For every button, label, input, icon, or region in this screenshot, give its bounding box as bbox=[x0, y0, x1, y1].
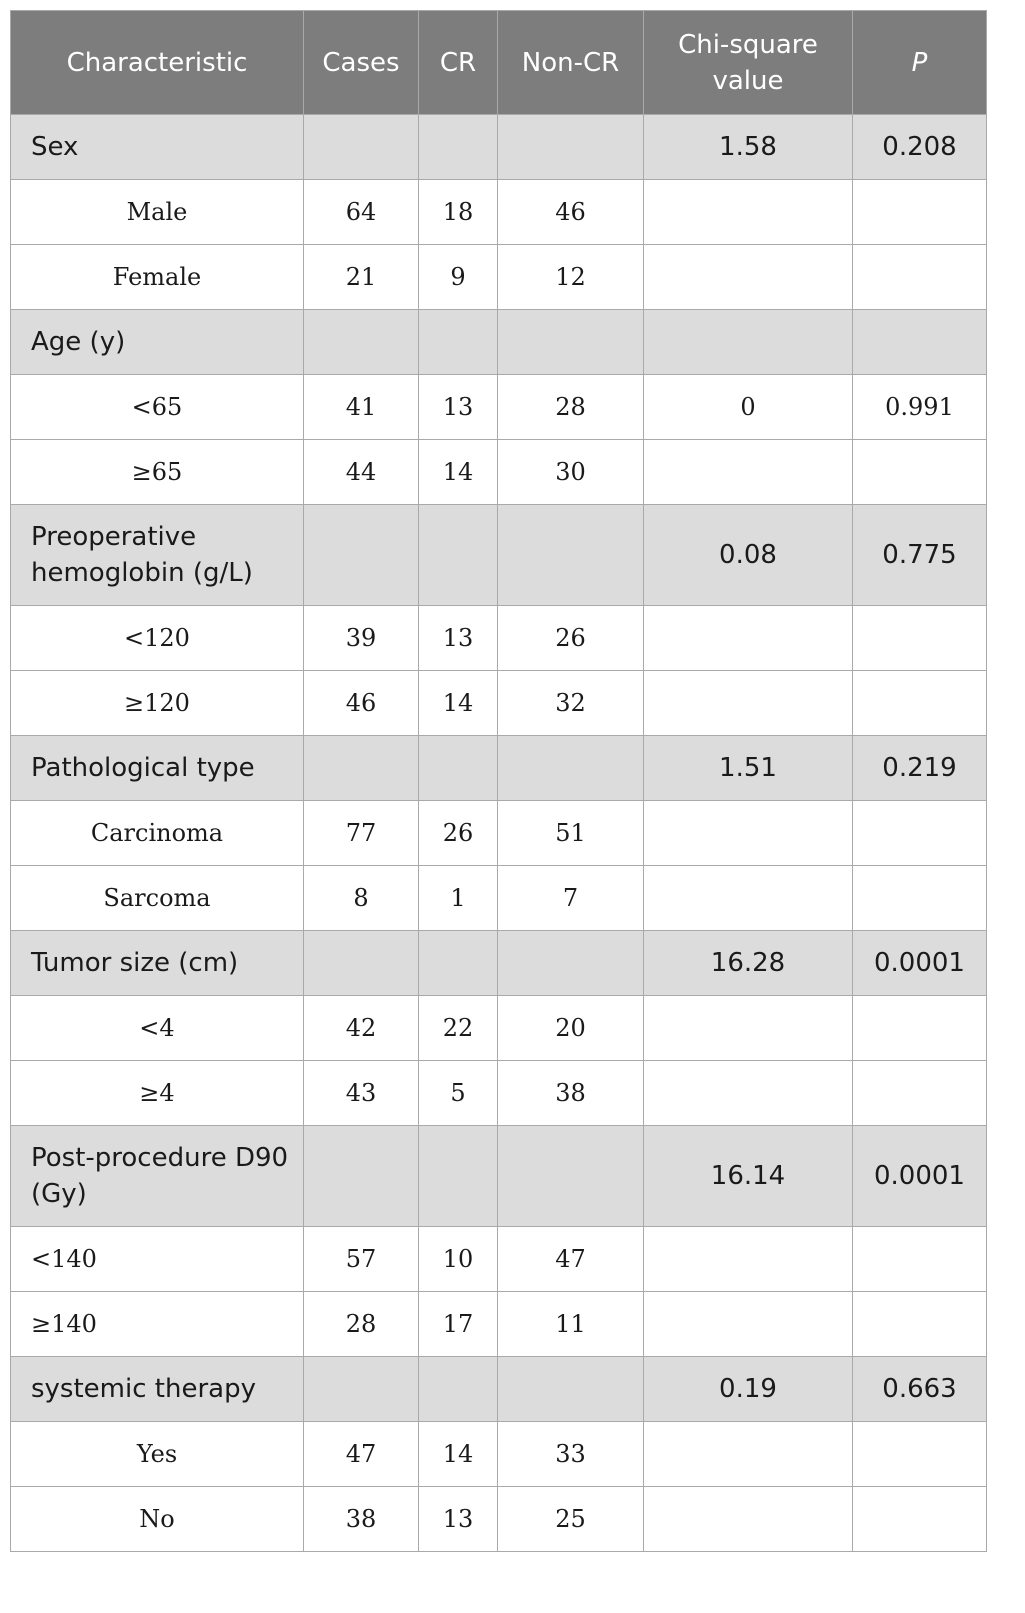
noncr-cell: 47 bbox=[498, 1227, 644, 1292]
row-label: <140 bbox=[11, 1227, 304, 1292]
row-label: ≥120 bbox=[11, 671, 304, 736]
group-row-systemic-therapy bbox=[11, 1357, 987, 1422]
table-row bbox=[11, 180, 987, 245]
cr-cell: 18 bbox=[419, 180, 498, 245]
cr-cell: 17 bbox=[419, 1292, 498, 1357]
chi-value: 0 bbox=[644, 375, 853, 440]
chi-value: 16.14 bbox=[644, 1126, 853, 1227]
cases-cell: 44 bbox=[304, 440, 419, 505]
table-row bbox=[11, 801, 987, 866]
chi-value: 0.08 bbox=[644, 505, 853, 606]
row-label: ≥140 bbox=[11, 1292, 304, 1357]
chi-value: 16.28 bbox=[644, 931, 853, 996]
group-label: Age (y) bbox=[11, 310, 304, 375]
group-label: Tumor size (cm) bbox=[11, 931, 304, 996]
cr-cell: 14 bbox=[419, 440, 498, 505]
noncr-cell: 38 bbox=[498, 1061, 644, 1126]
cases-cell: 77 bbox=[304, 801, 419, 866]
table-row bbox=[11, 1292, 987, 1357]
cr-cell: 10 bbox=[419, 1227, 498, 1292]
table-row bbox=[11, 375, 987, 440]
group-label: systemic therapy bbox=[11, 1357, 304, 1422]
p-value: 0.219 bbox=[853, 736, 987, 801]
cr-cell: 14 bbox=[419, 1422, 498, 1487]
noncr-cell: 51 bbox=[498, 801, 644, 866]
table-row bbox=[11, 1227, 987, 1292]
group-row-sex bbox=[11, 115, 987, 180]
cr-cell: 13 bbox=[419, 606, 498, 671]
noncr-cell: 12 bbox=[498, 245, 644, 310]
table-row bbox=[11, 1061, 987, 1126]
p-value: 0.663 bbox=[853, 1357, 987, 1422]
p-value: 0.0001 bbox=[853, 1126, 987, 1227]
cases-cell: 42 bbox=[304, 996, 419, 1061]
noncr-cell: 46 bbox=[498, 180, 644, 245]
header-cases: Cases bbox=[304, 11, 419, 115]
group-row-age bbox=[11, 310, 987, 375]
p-value: 0.991 bbox=[853, 375, 987, 440]
cases-cell: 47 bbox=[304, 1422, 419, 1487]
noncr-cell: 26 bbox=[498, 606, 644, 671]
row-label: Yes bbox=[11, 1422, 304, 1487]
cases-cell: 43 bbox=[304, 1061, 419, 1126]
cases-cell: 28 bbox=[304, 1292, 419, 1357]
p-value: 0.208 bbox=[853, 115, 987, 180]
row-label: Carcinoma bbox=[11, 801, 304, 866]
noncr-cell: 11 bbox=[498, 1292, 644, 1357]
cr-cell: 1 bbox=[419, 866, 498, 931]
header-p: P bbox=[853, 11, 987, 115]
group-label: Preoperative hemoglobin (g/L) bbox=[11, 505, 304, 606]
chi-value: 0.19 bbox=[644, 1357, 853, 1422]
table-row bbox=[11, 671, 987, 736]
chi-value: 1.58 bbox=[644, 115, 853, 180]
cases-cell: 8 bbox=[304, 866, 419, 931]
table-row bbox=[11, 1422, 987, 1487]
group-row-tumor-size bbox=[11, 931, 987, 996]
cr-cell: 22 bbox=[419, 996, 498, 1061]
chi-value: 1.51 bbox=[644, 736, 853, 801]
cr-cell: 13 bbox=[419, 375, 498, 440]
group-label: Sex bbox=[11, 115, 304, 180]
cr-cell: 9 bbox=[419, 245, 498, 310]
header-row bbox=[11, 11, 987, 115]
table-row bbox=[11, 440, 987, 505]
row-label: <4 bbox=[11, 996, 304, 1061]
group-row-pathological-type bbox=[11, 736, 987, 801]
header-cr: CR bbox=[419, 11, 498, 115]
table-row bbox=[11, 866, 987, 931]
row-label: <65 bbox=[11, 375, 304, 440]
cr-cell: 5 bbox=[419, 1061, 498, 1126]
row-label: Female bbox=[11, 245, 304, 310]
group-label: Post-procedure D90 (Gy) bbox=[11, 1126, 304, 1227]
noncr-cell: 25 bbox=[498, 1487, 644, 1552]
noncr-cell: 33 bbox=[498, 1422, 644, 1487]
row-label: ≥4 bbox=[11, 1061, 304, 1126]
row-label: Sarcoma bbox=[11, 866, 304, 931]
table-row bbox=[11, 1487, 987, 1552]
header-noncr: Non-CR bbox=[498, 11, 644, 115]
characteristics-table bbox=[10, 10, 987, 1552]
table-row bbox=[11, 996, 987, 1061]
noncr-cell: 30 bbox=[498, 440, 644, 505]
cases-cell: 39 bbox=[304, 606, 419, 671]
cases-cell: 38 bbox=[304, 1487, 419, 1552]
header-chi-square: Chi-square value bbox=[644, 11, 853, 115]
noncr-cell: 20 bbox=[498, 996, 644, 1061]
header-characteristic: Characteristic bbox=[11, 11, 304, 115]
cr-cell: 26 bbox=[419, 801, 498, 866]
table-row bbox=[11, 606, 987, 671]
group-label: Pathological type bbox=[11, 736, 304, 801]
table-row bbox=[11, 245, 987, 310]
noncr-cell: 28 bbox=[498, 375, 644, 440]
cr-cell: 14 bbox=[419, 671, 498, 736]
noncr-cell: 32 bbox=[498, 671, 644, 736]
cases-cell: 41 bbox=[304, 375, 419, 440]
group-row-d90 bbox=[11, 1126, 987, 1227]
p-value: 0.775 bbox=[853, 505, 987, 606]
cases-cell: 21 bbox=[304, 245, 419, 310]
cases-cell: 57 bbox=[304, 1227, 419, 1292]
p-value: 0.0001 bbox=[853, 931, 987, 996]
cr-cell: 13 bbox=[419, 1487, 498, 1552]
row-label: <120 bbox=[11, 606, 304, 671]
noncr-cell: 7 bbox=[498, 866, 644, 931]
cases-cell: 46 bbox=[304, 671, 419, 736]
row-label: ≥65 bbox=[11, 440, 304, 505]
row-label: Male bbox=[11, 180, 304, 245]
group-row-hemoglobin bbox=[11, 505, 987, 606]
row-label: No bbox=[11, 1487, 304, 1552]
cases-cell: 64 bbox=[304, 180, 419, 245]
